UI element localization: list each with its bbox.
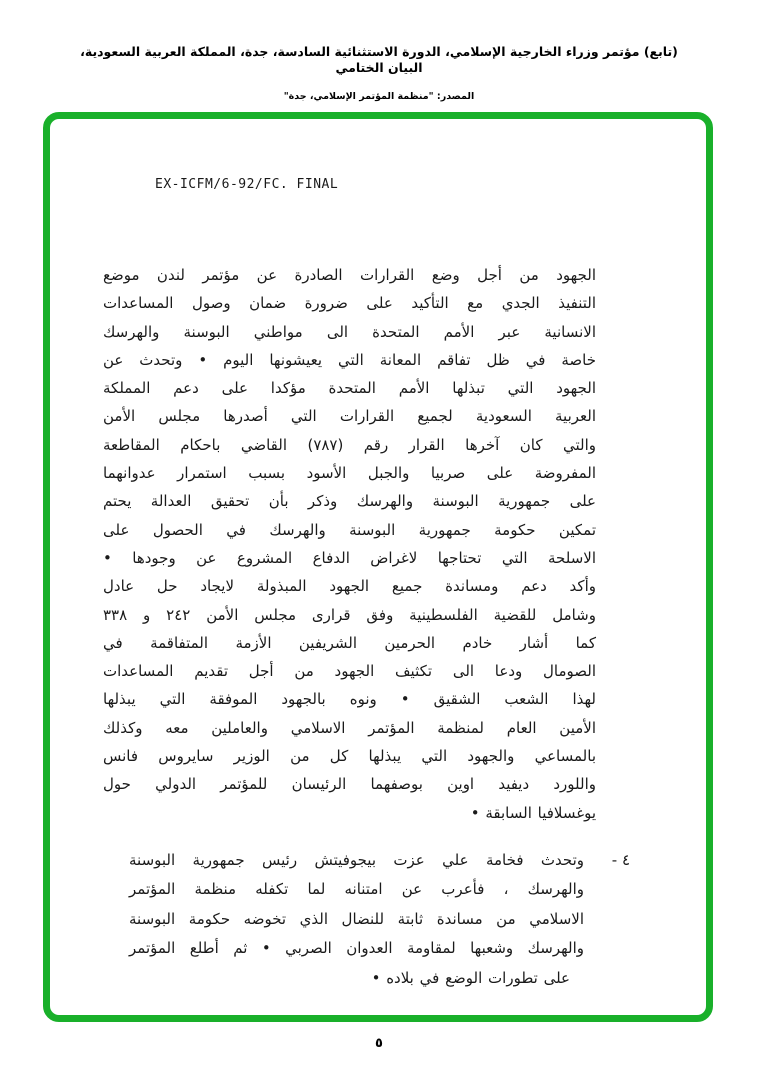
- item-4-paragraph: [129, 846, 584, 994]
- text-line: الجهود التي تبذلها الأمم المتحدة مؤكدا على دعم المملكة: [103, 379, 596, 398]
- text-line: خاصة في ظل تفاقم المعانة التي يعيشونها اليوم • وتحدث عن: [103, 350, 596, 369]
- text-line: الأمين العام لمنظمة المؤتمر الاسلامي والعاملين معه وكذلك: [103, 718, 596, 737]
- header-title: (تابع) مؤتمر وزراء الخارجية الإسلامي، الدورة الاستثنائية السادسة، جدة، المملكة العربية السعودية، البيان الختامي: [80, 44, 678, 75]
- text-line: وأكد دعم ومساندة جميع الجهود المبذولة لايجاد حل عادل: [103, 577, 596, 596]
- text-line: الاسلحة التي تحتاجها لاغراض الدفاع المشروع عن وجودها •: [103, 548, 596, 567]
- text-line: والهرسك ، فأعرب عن امتنانه لما تكفله منظمة المؤتمر: [129, 880, 584, 899]
- text-line: لهذا الشعب الشقيق • ونوه بالجهود الموفقة التي يبذلها: [103, 690, 596, 709]
- text-line: الانسانية عبر الأمم المتحدة الى مواطني البوسنة والهرسك: [103, 322, 596, 341]
- text-line: وشامل للقضية الفلسطينية وفق قرارى مجلس الأمن ٢٤٢ و ٣٣٨: [103, 605, 596, 624]
- text-line: التنفيذ الجدي مع التأكيد على ضرورة ضمان وصول المساعدات: [103, 294, 596, 313]
- document-reference: EX-ICFM/6-92/FC. FINAL: [155, 177, 339, 192]
- text-line: وتحدث فخامة علي عزت بيجوفيتش رئيس جمهورية البوسنة: [129, 850, 584, 869]
- text-line: والتي كان آخرها القرار رقم (٧٨٧) القاضي باحكام المقاطعة: [103, 435, 596, 454]
- body-paragraph: [50, 261, 706, 827]
- text-line: بالمساعي والجهود التي يبذلها كل من الوزير سايروس فانس: [103, 747, 596, 766]
- text-line: المفروضة على صربيا والجبل الأسود بسبب استمرار عدوانهما: [103, 464, 596, 483]
- text-line: والهرسك وشعبها لمقاومة العدوان الصربي • ثم أطلع المؤتمر: [129, 939, 584, 958]
- text-line: كما أشار خادم الحرمين الشريفين الأزمة المتفاقمة في: [103, 633, 596, 652]
- header-source: المصدر: "منظمة المؤتمر الإسلامي، جدة": [283, 91, 475, 102]
- item-4-marker: ٤ -: [611, 850, 630, 869]
- text-line: الاسلامي من مساندة ثابتة للنضال الذي تخوضه حكومة البوسنة: [129, 909, 584, 928]
- text-line: على تطورات الوضع في بلاده •: [371, 968, 570, 987]
- text-line: على جمهورية البوسنة والهرسك وذكر بأن تحقيق العدالة يحتم: [103, 492, 596, 511]
- text-line: تمكين حكومة جمهورية البوسنة والهرسك في الحصول على: [103, 520, 596, 539]
- text-line: الصومال ودعا الى تكثيف الجهود من أجل تقديم المساعدات: [103, 662, 596, 681]
- document-header: [0, 44, 758, 102]
- document-border-frame: [43, 112, 713, 1022]
- text-line: واللورد ديفيد اوين بوصفهما الرئيسان للمؤتمر الدولي حول: [103, 775, 596, 794]
- text-line: يوغسلافيا السابقة •: [470, 803, 596, 822]
- text-line: العربية السعودية لجميع القرارات التي أصدرها مجلس الأمن: [103, 407, 596, 426]
- text-line: الجهود من أجل وضع القرارات الصادرة عن مؤتمر لندن موضع: [103, 266, 596, 284]
- numbered-item-4: [50, 846, 706, 994]
- page-number: ٥: [375, 1036, 383, 1051]
